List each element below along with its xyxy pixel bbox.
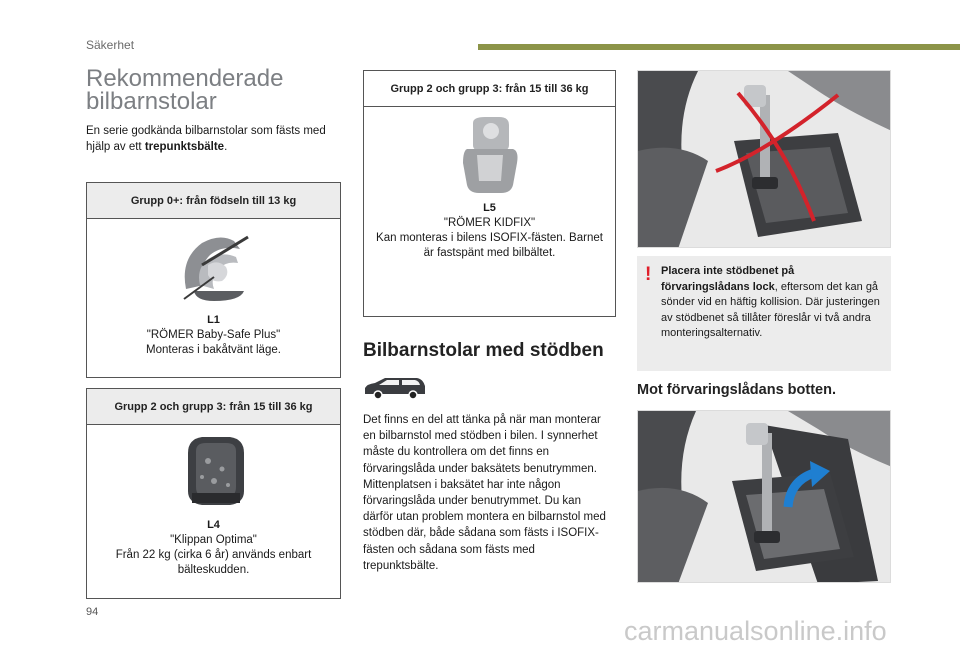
seat-box-header: Grupp 2 och grupp 3: från 15 till 36 kg — [364, 71, 615, 107]
seat-box-l5 — [363, 70, 616, 317]
baby-seat-illustration — [174, 229, 254, 305]
seat-code: L5 — [483, 202, 496, 214]
box-bottom-heading: Mot förvaringslådans botten. — [637, 382, 836, 398]
support-leg-on-lid-illustration — [638, 71, 891, 248]
watermark: carmanualsonline.info — [624, 616, 887, 646]
seat-box-header: Grupp 0+: från födseln till 13 kg — [87, 183, 340, 219]
intro-suffix: . — [224, 141, 228, 153]
intro-text — [86, 123, 341, 155]
support-leg-heading: Bilbarnstolar med stödben — [363, 340, 604, 361]
warning-box — [637, 256, 891, 371]
title-line-2: bilbarnstolar — [86, 88, 217, 115]
seat-code: L4 — [207, 519, 220, 531]
support-leg-in-box-illustration — [638, 411, 891, 583]
seat-name: "RÖMER Baby-Safe Plus" — [146, 329, 281, 341]
car-icon — [363, 376, 427, 400]
seat-box-l4 — [86, 388, 341, 599]
warning-icon: ! — [645, 264, 652, 285]
seat-description: Monteras i bakåtvänt läge. — [146, 344, 281, 356]
photo-box-bottom — [637, 410, 891, 583]
seat-box-header: Grupp 2 och grupp 3: från 15 till 36 kg — [87, 389, 340, 425]
page-number: 94 — [86, 606, 99, 618]
support-leg-body: Det finns en del att tänka på när man monterar en bilbarnstol med stödben i bilen. I synnerhet måste du kontrollera om det finns en förvaringslåda under baksätets benutrymmen. Mittenplatsen i baksätet har inte någon förvaringslåda under benutrymmet. Du kan därför utan problem montera en bilbarnstol med stödben där, både sådana som fästs i ISOFIX-fästen och sådana som fästs med trepunktsbälte. — [363, 414, 606, 572]
booster-seat-illustration — [174, 433, 254, 509]
seat-box-l1 — [86, 182, 341, 378]
photo-not-on-lid — [637, 70, 891, 248]
kidfix-seat-illustration — [455, 115, 525, 197]
section-rule — [478, 44, 960, 50]
seat-name: "RÖMER KIDFIX" — [443, 217, 536, 229]
intro-prefix: En serie godkända bilbarnstolar som fästs med hjälp av ett — [86, 125, 326, 153]
seat-description: Kan monteras i bilens ISOFIX-fästen. Barnet är fastspänt med bilbältet. — [376, 232, 603, 259]
page-title — [86, 67, 346, 113]
intro-bold: trepunktsbälte — [144, 141, 225, 153]
seat-name: "Klippan Optima" — [170, 534, 257, 546]
title-line-1: Rekommenderade — [86, 65, 284, 92]
seat-description: Från 22 kg (cirka 6 år) används enbart bälteskudden. — [115, 549, 312, 576]
warning-bold: Placera inte stödbenet på förvaringslådans lock — [661, 265, 795, 293]
seat-code: L1 — [207, 314, 220, 326]
section-label: Säkerhet — [86, 38, 135, 52]
warning-rest: , eftersom det kan gå sönder vid en häftig kollision. Där justeringen av stödbenet så tillåter föreslår vi två andra monteringsalternativ. — [661, 280, 880, 339]
warning-text — [661, 264, 885, 342]
